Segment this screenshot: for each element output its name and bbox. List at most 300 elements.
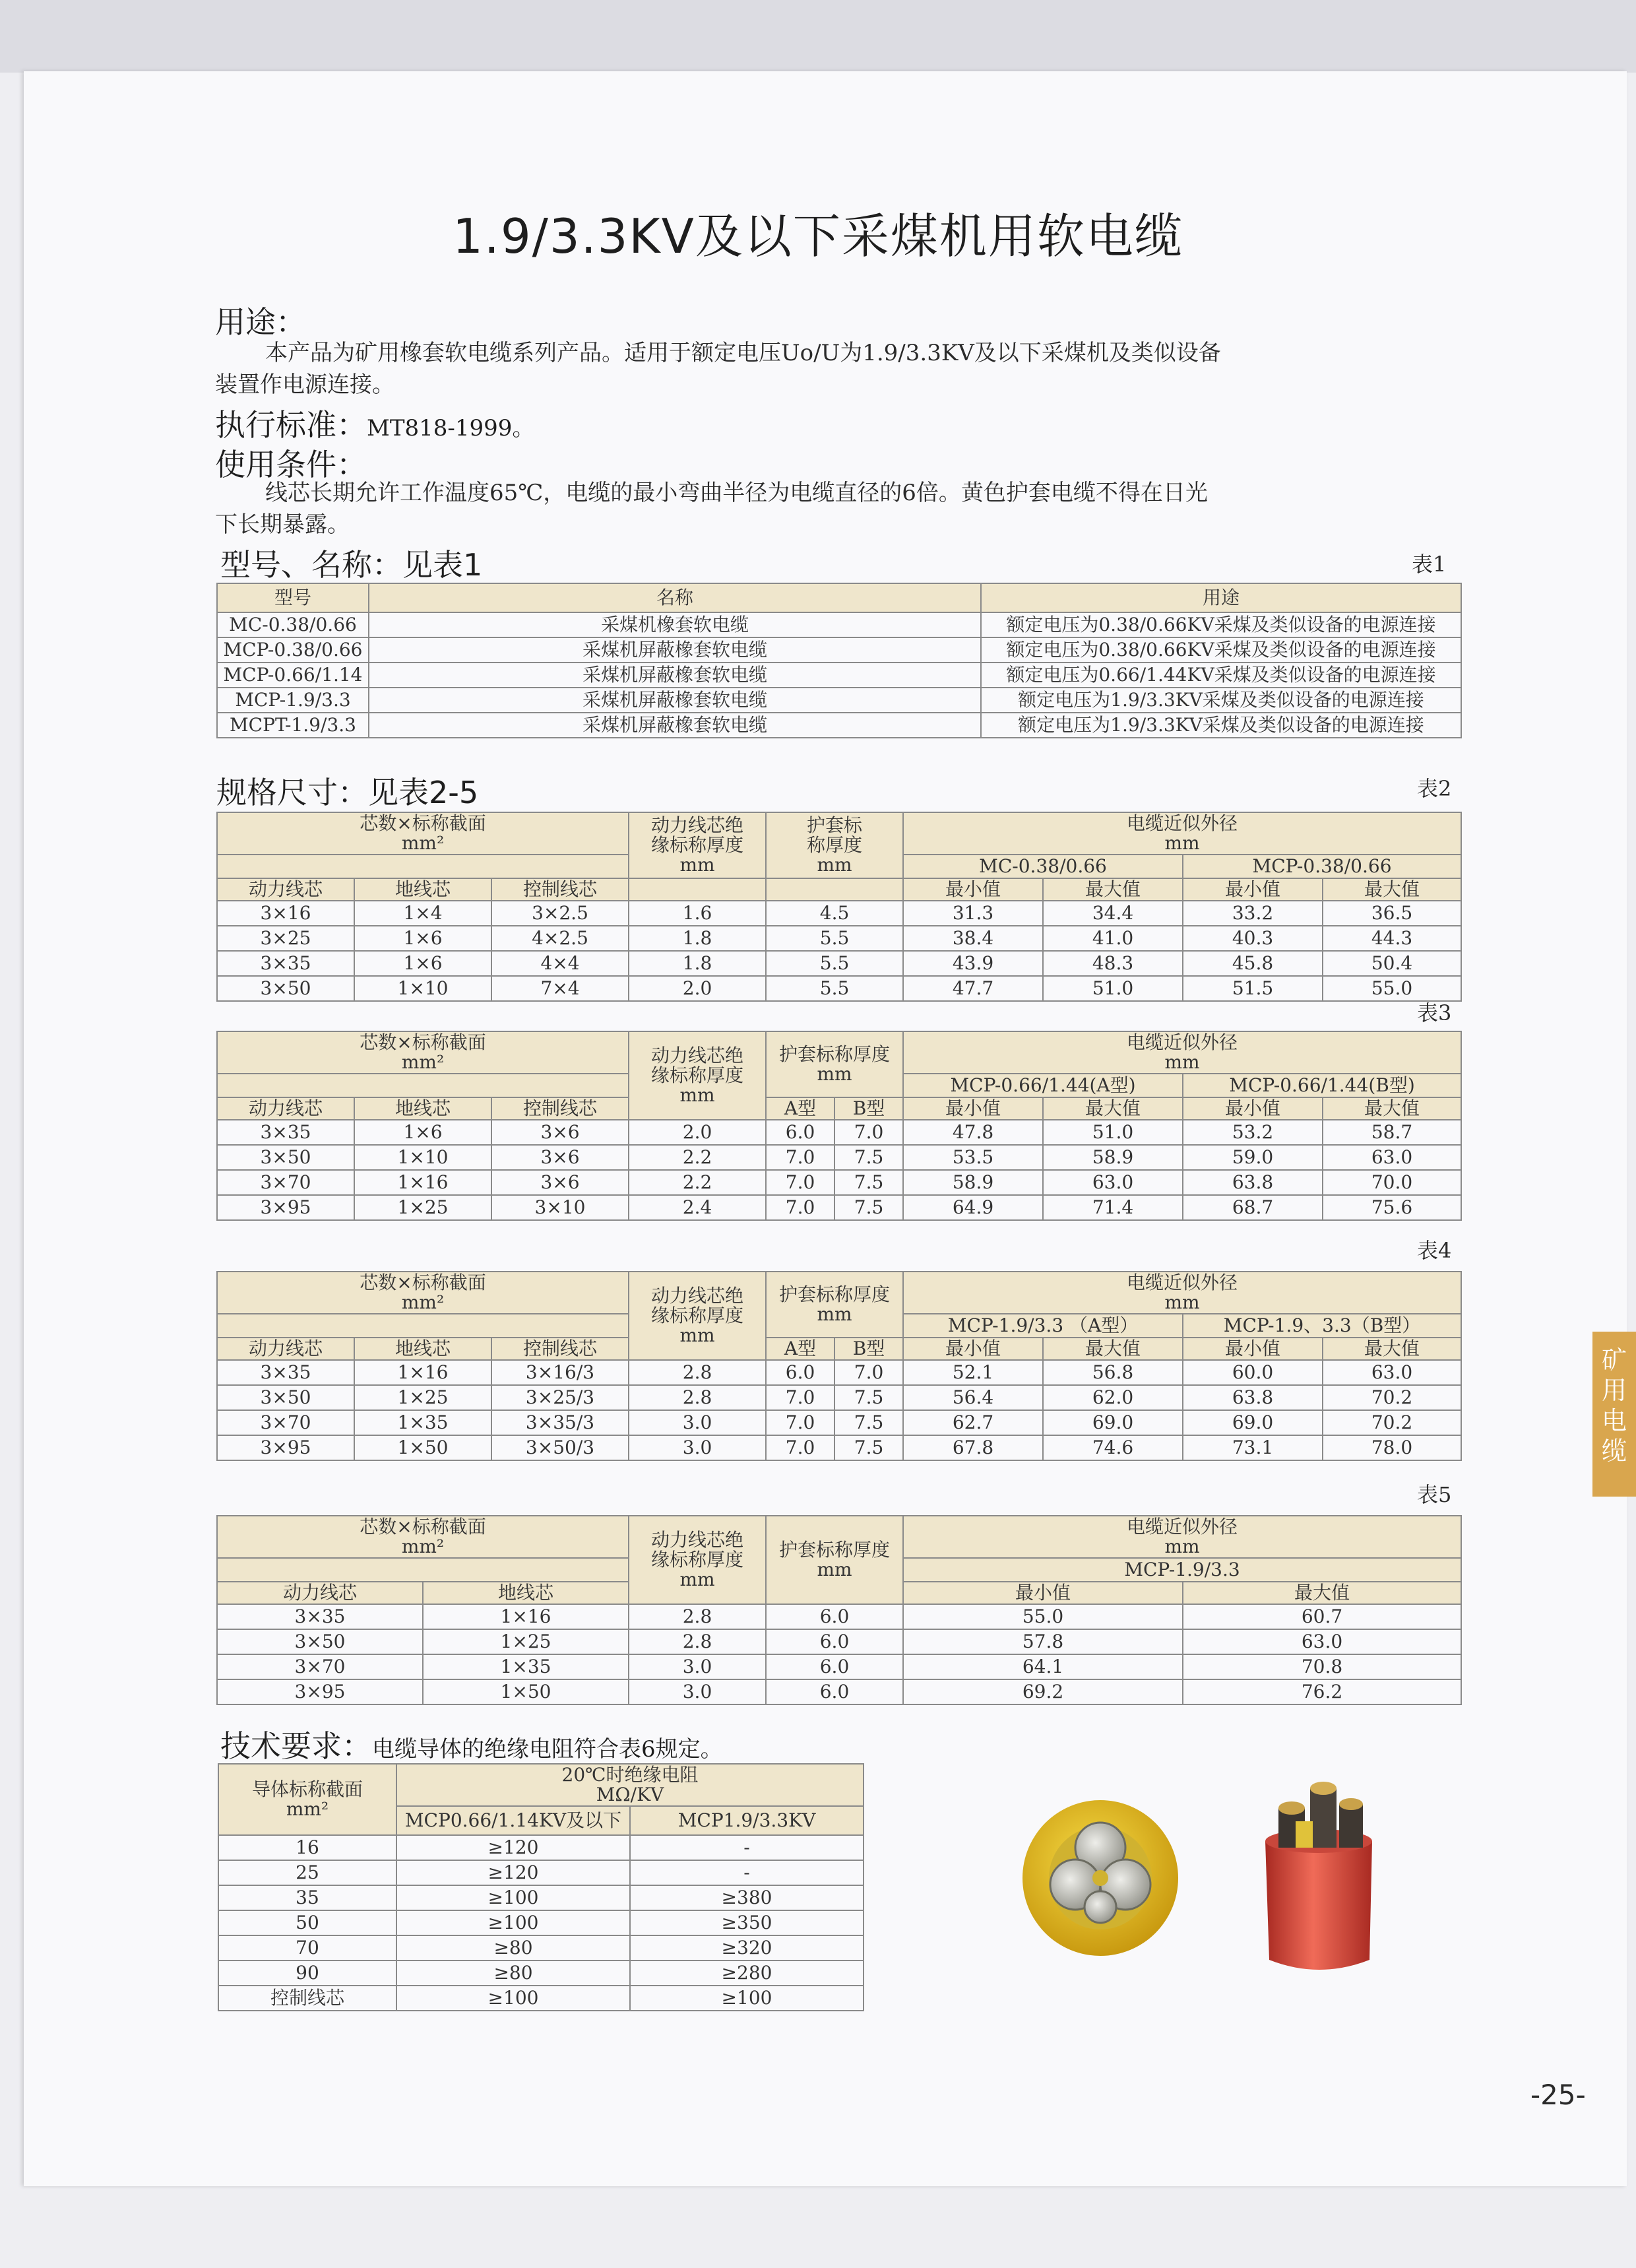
t5-header-model: MCP-1.9/3.3 [903, 1558, 1461, 1582]
t6-header-res [396, 1764, 864, 1806]
t6-header-model-b: MCP1.9/3.3KV [630, 1806, 864, 1835]
t3-sheath-label: 护套标称厚度 [779, 1043, 891, 1065]
t5-sub-max: 最大值 [1183, 1582, 1461, 1604]
cell: 额定电压为0.38/0.66KV采煤及类似设备的电源连接 [981, 612, 1461, 637]
table-5 [216, 1515, 1462, 1705]
cell: 63.0 [1323, 1360, 1461, 1385]
standard-value: MT818-1999。 [367, 415, 535, 441]
t4-sheath-unit: mm [817, 1303, 852, 1325]
table-row [217, 1435, 1461, 1460]
cell: 50 [218, 1910, 396, 1935]
cell: - [630, 1860, 864, 1885]
t5-sheath-unit: mm [817, 1559, 852, 1580]
cell: 3×25 [217, 926, 354, 951]
t4-header-sheath [766, 1272, 903, 1338]
t2-sub-control: 控制线芯 [491, 878, 629, 901]
spec-heading: 规格尺寸：见表2-5 [216, 775, 479, 810]
cell: 3×16/3 [491, 1360, 629, 1385]
t3-header-blank [217, 1074, 629, 1097]
t5-header-od [903, 1516, 1461, 1558]
cell: 7.5 [834, 1385, 903, 1410]
cell: 1×10 [354, 976, 491, 1001]
t1-header-model: 型号 [217, 583, 369, 612]
cell: 63.0 [1183, 1629, 1461, 1654]
t2-cores-unit: mm² [401, 832, 445, 854]
t3-header-model-a: MCP-0.66/1.44(A型) [903, 1074, 1183, 1097]
t3-ins-line2: 缘标称厚度 [651, 1064, 744, 1086]
cell: 90 [218, 1960, 396, 1986]
t3-ins-unit: mm [679, 1084, 715, 1106]
t5-ins-unit: mm [679, 1569, 715, 1590]
cell: 62.0 [1043, 1385, 1183, 1410]
cell: 3×2.5 [491, 901, 629, 926]
cell: 额定电压为1.9/3.3KV采煤及类似设备的电源连接 [981, 713, 1461, 738]
cell: ≥80 [396, 1960, 630, 1986]
cell: 3×70 [217, 1410, 354, 1435]
cell: 63.0 [1323, 1145, 1461, 1170]
t4-sheath-label: 护套标称厚度 [779, 1283, 891, 1305]
cell: 2.8 [629, 1604, 766, 1629]
t3-header-model-b: MCP-0.66/1.44(B型) [1183, 1074, 1461, 1097]
t5-sheath-label: 护套标称厚度 [778, 1539, 890, 1561]
table-1 [216, 583, 1462, 738]
table-2 [216, 812, 1462, 1002]
cell: 3.0 [629, 1679, 766, 1704]
cell: 56.4 [903, 1385, 1043, 1410]
t2-od-unit: mm [1164, 832, 1200, 854]
page-title: 1.9/3.3KV及以下采煤机用软电缆 [453, 209, 1183, 264]
table-row [217, 1410, 1461, 1435]
t4-header-model-a: MCP-1.9/3.3 （A型） [903, 1314, 1183, 1338]
cell: 采煤机屏蔽橡套软电缆 [369, 688, 981, 713]
conditions-line-1: 线芯长期允许工作温度65℃，电缆的最小弯曲半径为电缆直径的6倍。黄色护套电缆不得在日光 [265, 480, 1208, 506]
cell: 控制线芯 [218, 1986, 396, 2011]
cell: 45.8 [1183, 951, 1323, 976]
t3-cores-label: 芯数×标称截面 [360, 1031, 486, 1053]
cell: 70.0 [1323, 1170, 1461, 1195]
t3-cores-unit: mm² [401, 1051, 445, 1073]
cell: 1×6 [354, 951, 491, 976]
cell: 55.0 [1323, 976, 1461, 1001]
t2-sub-blank-2 [766, 878, 903, 901]
cell: 1×25 [354, 1195, 491, 1220]
cell: 58.9 [903, 1170, 1043, 1195]
cell: 4.5 [766, 901, 903, 926]
t5-od-label: 电缆近似外径 [1127, 1516, 1238, 1538]
t3-od-unit: mm [1164, 1051, 1200, 1073]
cell: 51.5 [1183, 976, 1323, 1001]
cell: 52.1 [903, 1360, 1043, 1385]
t2-header-model-b: MCP-0.38/0.66 [1183, 855, 1461, 878]
cell: 53.2 [1183, 1120, 1323, 1145]
t5-sub-min: 最小值 [903, 1582, 1183, 1604]
t4-sub-min-b: 最小值 [1183, 1338, 1323, 1360]
tech-heading-label: 技术要求： [220, 1728, 372, 1764]
table5-label: 表5 [1417, 1482, 1452, 1507]
cell: 53.5 [903, 1145, 1043, 1170]
model-heading: 型号、名称：见表1 [220, 547, 483, 583]
t2-ins-unit: mm [679, 854, 715, 876]
cell: 额定电压为1.9/3.3KV采煤及类似设备的电源连接 [981, 688, 1461, 713]
cell: 2.4 [629, 1195, 766, 1220]
t2-sheath-line1: 护套标 [807, 814, 863, 836]
t4-sub-min-a: 最小值 [903, 1338, 1043, 1360]
cell: MCP-0.38/0.66 [217, 637, 369, 663]
cell: MCPT-1.9/3.3 [217, 713, 369, 738]
cell: 3×25/3 [491, 1385, 629, 1410]
cell: 34.4 [1043, 901, 1183, 926]
cell: 2.0 [629, 1120, 766, 1145]
usage-heading: 用途： [215, 304, 306, 340]
cell: 6.0 [766, 1360, 834, 1385]
cell: 4×4 [491, 951, 629, 976]
cell: 56.8 [1043, 1360, 1183, 1385]
cell: 31.3 [903, 901, 1043, 926]
cell: 5.5 [766, 976, 903, 1001]
t2-ins-line2: 缘标称厚度 [651, 834, 744, 856]
cell: 58.7 [1323, 1120, 1461, 1145]
cell: 74.6 [1043, 1435, 1183, 1460]
cell: 3×6 [491, 1120, 629, 1145]
cell: 3×35 [217, 1604, 423, 1629]
cell: 1×4 [354, 901, 491, 926]
cell: 50.4 [1323, 951, 1461, 976]
t6-header-model-a: MCP0.66/1.14KV及以下 [396, 1806, 630, 1835]
cell: 3×35/3 [491, 1410, 629, 1435]
cell: 4×2.5 [491, 926, 629, 951]
t4-header-insulation [629, 1272, 766, 1360]
cell: 1.8 [629, 951, 766, 976]
t5-cores-label: 芯数×标称截面 [360, 1516, 486, 1538]
cell: 3×50 [217, 1385, 354, 1410]
cell: 3×35 [217, 1360, 354, 1385]
t4-header-cores [217, 1272, 629, 1314]
cell: 64.1 [903, 1654, 1183, 1679]
t4-header-model-b: MCP-1.9、3.3（B型） [1183, 1314, 1461, 1338]
cell: 3×35 [217, 1120, 354, 1145]
t6-header-area [218, 1764, 396, 1835]
cell: 额定电压为0.38/0.66KV采煤及类似设备的电源连接 [981, 637, 1461, 663]
cell: 69.2 [903, 1679, 1183, 1704]
table-row [217, 1654, 1461, 1679]
cell: 70.8 [1183, 1654, 1461, 1679]
table-row [218, 1986, 864, 2011]
t3-sub-earth: 地线芯 [354, 1097, 491, 1120]
cell: 采煤机橡套软电缆 [369, 612, 981, 637]
cell: 6.0 [766, 1120, 834, 1145]
cell: 1×35 [354, 1410, 491, 1435]
conditions-line-2: 下长期暴露。 [215, 511, 350, 538]
cell: ≥80 [396, 1935, 630, 1960]
conditions-heading: 使用条件： [215, 447, 367, 482]
t2-sub-earth: 地线芯 [354, 878, 491, 901]
t6-area-unit: mm² [286, 1798, 329, 1820]
cell: 57.8 [903, 1629, 1183, 1654]
cell: 1×16 [354, 1360, 491, 1385]
table-4 [216, 1271, 1462, 1461]
cell: 6.0 [766, 1604, 903, 1629]
t3-header-cores [217, 1031, 629, 1074]
cell: 2.2 [629, 1145, 766, 1170]
cell: 7.5 [834, 1170, 903, 1195]
cell: 70.2 [1323, 1385, 1461, 1410]
cable-side-photo [1253, 1762, 1385, 1982]
cell: 60.0 [1183, 1360, 1323, 1385]
t2-sheath-unit: mm [817, 854, 852, 876]
t2-header-cores [217, 812, 629, 855]
cell: 55.0 [903, 1604, 1183, 1629]
cell: 3.0 [629, 1435, 766, 1460]
cell: 51.0 [1043, 976, 1183, 1001]
t4-ins-unit: mm [679, 1324, 715, 1346]
table-row [217, 1604, 1461, 1629]
cell: 70 [218, 1935, 396, 1960]
cell: 3×95 [217, 1435, 354, 1460]
cell: 3×50/3 [491, 1435, 629, 1460]
t5-od-unit: mm [1164, 1536, 1200, 1557]
t5-sub-earth: 地线芯 [423, 1582, 629, 1604]
cell: 1×25 [354, 1385, 491, 1410]
cable-cross-section-photo [1016, 1795, 1187, 1969]
cell: 35 [218, 1885, 396, 1910]
table-3 [216, 1031, 1462, 1221]
cell: 采煤机屏蔽橡套软电缆 [369, 713, 981, 738]
t4-od-unit: mm [1164, 1291, 1200, 1313]
t2-sub-power: 动力线芯 [217, 878, 354, 901]
cell: 1.8 [629, 926, 766, 951]
tech-text: 电缆导体的绝缘电阻符合表6规定。 [372, 1736, 723, 1763]
t3-header-insulation [629, 1031, 766, 1120]
cell: 33.2 [1183, 901, 1323, 926]
t3-sub-power: 动力线芯 [217, 1097, 354, 1120]
cell: MCP-0.66/1.14 [217, 663, 369, 688]
t4-sub-type-a: A型 [766, 1338, 834, 1360]
table-row [217, 901, 1461, 926]
cell: 69.0 [1183, 1410, 1323, 1435]
t3-header-od [903, 1031, 1461, 1074]
cell: MCP-1.9/3.3 [217, 688, 369, 713]
t2-sub-max-b: 最大值 [1323, 878, 1461, 901]
t2-cores-label: 芯数×标称截面 [360, 812, 486, 834]
cell: - [630, 1835, 864, 1860]
cell: 7.0 [766, 1385, 834, 1410]
t3-sub-min-b: 最小值 [1183, 1097, 1323, 1120]
table2-label: 表2 [1417, 776, 1452, 801]
cell: 76.2 [1183, 1679, 1461, 1704]
table-row [218, 1835, 864, 1860]
t2-sub-min-a: 最小值 [903, 878, 1043, 901]
cell: ≥100 [630, 1986, 864, 2011]
t5-header-cores [217, 1516, 629, 1558]
cell: 2.8 [629, 1385, 766, 1410]
cell: 73.1 [1183, 1435, 1323, 1460]
cell: 60.7 [1183, 1604, 1461, 1629]
t5-header-blank [217, 1558, 629, 1582]
cell: ≥350 [630, 1910, 864, 1935]
usage-line-2: 装置作电源连接。 [215, 372, 394, 398]
t4-header-blank [217, 1314, 629, 1338]
t3-sub-type-a: A型 [766, 1097, 834, 1120]
scan-background [0, 0, 1636, 73]
table-row [217, 951, 1461, 976]
cell: ≥100 [396, 1986, 630, 2011]
t3-sub-control: 控制线芯 [491, 1097, 629, 1120]
table-row [217, 976, 1461, 1001]
cell: 63.8 [1183, 1170, 1323, 1195]
cell: 3×10 [491, 1195, 629, 1220]
cell: 41.0 [1043, 926, 1183, 951]
table-row [218, 1960, 864, 1986]
table-row [217, 1360, 1461, 1385]
cell: 3×35 [217, 951, 354, 976]
cell: 7×4 [491, 976, 629, 1001]
t2-header-model-a: MC-0.38/0.66 [903, 855, 1183, 878]
table-row [217, 612, 1461, 637]
cell: 3×16 [217, 901, 354, 926]
cell: MC-0.38/0.66 [217, 612, 369, 637]
t2-sub-blank-1 [629, 878, 766, 901]
cell: 40.3 [1183, 926, 1323, 951]
cell: 1×6 [354, 1120, 491, 1145]
t5-sub-power: 动力线芯 [217, 1582, 423, 1604]
cell: 69.0 [1043, 1410, 1183, 1435]
t2-header-sheath [766, 812, 903, 878]
table-row [217, 1145, 1461, 1170]
cell: 3×6 [491, 1170, 629, 1195]
cell: 1×6 [354, 926, 491, 951]
t5-cores-unit: mm² [401, 1536, 445, 1557]
t1-header-name: 名称 [369, 583, 981, 612]
t5-ins-line1: 动力线芯绝 [650, 1529, 743, 1551]
cell: 5.5 [766, 951, 903, 976]
standard-heading [215, 401, 534, 445]
cell: 3×50 [217, 976, 354, 1001]
t2-ins-line1: 动力线芯绝 [651, 814, 744, 836]
cell: 2.2 [629, 1170, 766, 1195]
table4-label: 表4 [1417, 1238, 1452, 1263]
table-row [217, 1170, 1461, 1195]
t2-sub-min-b: 最小值 [1183, 878, 1323, 901]
cell: 47.7 [903, 976, 1043, 1001]
t4-ins-line2: 缘标称厚度 [651, 1305, 744, 1326]
table-row [218, 1910, 864, 1935]
cell: 51.0 [1043, 1120, 1183, 1145]
t5-header-sheath [766, 1516, 903, 1604]
cell: 1×35 [423, 1654, 629, 1679]
t4-sub-power: 动力线芯 [217, 1338, 354, 1360]
t2-header-blank [217, 855, 629, 878]
usage-line-1: 本产品为矿用橡套软电缆系列产品。适用于额定电压Uo/U为1.9/3.3KV及以下采煤机及类似设备 [265, 340, 1221, 366]
cell: 6.0 [766, 1629, 903, 1654]
table-6 [218, 1763, 864, 2011]
cell: 16 [218, 1835, 396, 1860]
cell: 7.0 [766, 1170, 834, 1195]
cell: 47.8 [903, 1120, 1043, 1145]
table-row [217, 1195, 1461, 1220]
side-tab-char-3: 电 [1601, 1406, 1627, 1435]
t3-sheath-unit: mm [817, 1063, 852, 1085]
cell: 78.0 [1323, 1435, 1461, 1460]
standard-heading-label: 执行标准： [215, 407, 367, 443]
cell: 3×95 [217, 1195, 354, 1220]
cell: 62.7 [903, 1410, 1043, 1435]
cell: 3.0 [629, 1654, 766, 1679]
t3-sub-min-a: 最小值 [903, 1097, 1043, 1120]
t6-res-unit: MΩ/KV [596, 1784, 664, 1805]
cell: 3.0 [629, 1410, 766, 1435]
table-row [218, 1860, 864, 1885]
cell: ≥100 [396, 1910, 630, 1935]
t2-sheath-line2: 称厚度 [807, 834, 863, 856]
cell: 58.9 [1043, 1145, 1183, 1170]
cell: ≥100 [396, 1885, 630, 1910]
table-row [217, 1679, 1461, 1704]
cell: 额定电压为0.66/1.44KV采煤及类似设备的电源连接 [981, 663, 1461, 688]
side-tab-char-1: 矿 [1601, 1345, 1627, 1375]
cell: 6.0 [766, 1654, 903, 1679]
t3-ins-line1: 动力线芯绝 [651, 1045, 744, 1066]
table-row [217, 663, 1461, 688]
cell: 采煤机屏蔽橡套软电缆 [369, 637, 981, 663]
cell: 38.4 [903, 926, 1043, 951]
table3-label: 表3 [1417, 1000, 1452, 1025]
cell: 3×50 [217, 1145, 354, 1170]
t2-sub-max-a: 最大值 [1043, 878, 1183, 901]
t1-header-usage: 用途 [981, 583, 1461, 612]
table-row [218, 1885, 864, 1910]
tech-heading [220, 1722, 723, 1766]
t6-area-label: 导体标称截面 [251, 1778, 363, 1800]
t3-od-label: 电缆近似外径 [1127, 1031, 1238, 1053]
cell: 7.5 [834, 1435, 903, 1460]
t5-ins-line2: 缘标称厚度 [650, 1549, 743, 1571]
cell: 48.3 [1043, 951, 1183, 976]
cell: 3×70 [217, 1654, 423, 1679]
cell: 7.5 [834, 1410, 903, 1435]
page-number: -25- [1530, 2079, 1586, 2111]
table-row [217, 637, 1461, 663]
table-row [217, 713, 1461, 738]
cell: 7.0 [766, 1195, 834, 1220]
t2-header-insulation [629, 812, 766, 878]
t4-sub-control: 控制线芯 [491, 1338, 629, 1360]
cell: 75.6 [1323, 1195, 1461, 1220]
t5-header-insulation [629, 1516, 766, 1604]
cell: 71.4 [1043, 1195, 1183, 1220]
t2-od-label: 电缆近似外径 [1127, 812, 1238, 834]
table-row [217, 1120, 1461, 1145]
t4-header-od [903, 1272, 1461, 1314]
cell: 3×95 [217, 1679, 423, 1704]
t4-od-label: 电缆近似外径 [1127, 1272, 1238, 1293]
cell: 70.2 [1323, 1410, 1461, 1435]
cell: 64.9 [903, 1195, 1043, 1220]
cell: 3×50 [217, 1629, 423, 1654]
t4-cores-unit: mm² [401, 1291, 445, 1313]
cell: 7.5 [834, 1195, 903, 1220]
cell: ≥120 [396, 1835, 630, 1860]
cell: 63.8 [1183, 1385, 1323, 1410]
t3-sub-type-b: B型 [834, 1097, 903, 1120]
cell: 7.0 [766, 1410, 834, 1435]
cell: 1.6 [629, 901, 766, 926]
cell: 2.0 [629, 976, 766, 1001]
cell: 67.8 [903, 1435, 1043, 1460]
cell: 采煤机屏蔽橡套软电缆 [369, 663, 981, 688]
cell: 68.7 [1183, 1195, 1323, 1220]
cell: 1×16 [354, 1170, 491, 1195]
t4-sub-max-b: 最大值 [1323, 1338, 1461, 1360]
